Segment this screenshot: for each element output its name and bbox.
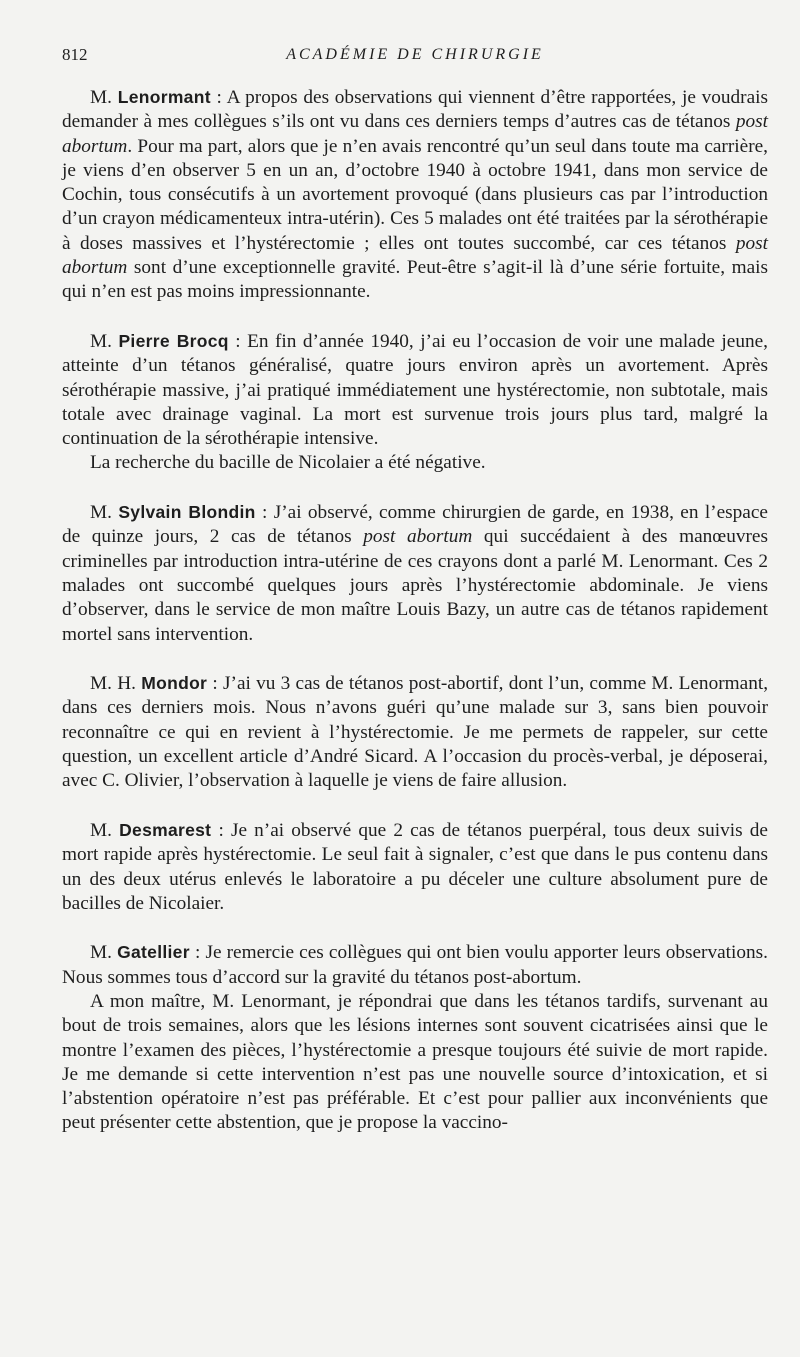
page-header (62, 45, 768, 71)
paragraph: M. Pierre Brocq : En fin d’année 1940, j’ai eu l’occasion de voir une malade jeune, atteinte d’un tétanos généralisé, quatre jours environ après un avortement. Après sérothérapie massive, j’ai pratiqué immédiatement une hystérectomie, non subtotale, mais totale avec drainage vaginal. La mort est survenue trois jours plus tard, malgré la continuation de la sérothérapie intensive. (62, 330, 768, 450)
paragraph: La recherche du bacille de Nicolaier a été négative. (90, 452, 486, 474)
speaker-name: Sylvain Blondin (118, 502, 256, 523)
paragraph: M. Gatellier : Je remercie ces collègues qui ont bien voulu apporter leurs observations. Nous sommes tous d’accord sur la gravité du tétanos post-abortum. (62, 942, 768, 988)
paragraph: M. Sylvain Blondin : J’ai observé, comme chirurgien de garde, en 1938, en l’espace de quinze jours, 2 cas de tétanos post abortum qui succédaient à des manœuvres criminelles par introduction intra-utérine de ces crayons dont a parlé M. Lenormant. Ces 2 malades ont succombé quelques jours après l’hystérectomie abdominale. Je viens d’observer, dans le service de mon maître Louis Bazy, un autre cas de tétanos rapidement mortel sans intervention. (62, 502, 768, 645)
speaker-name: Gatellier (117, 942, 190, 963)
speaker-prefix: M. (90, 942, 112, 964)
speaker-prefix: M. (90, 87, 112, 108)
paragraph: A mon maître, M. Lenormant, je répondrai que dans les tétanos tardifs, survenant au bout de trois semaines, alors que les lésions internes sont souvent cicatrisées ainsi que le montre l’examen des pièces, l’hystérectomie a presque toujours été suivie de mort rapide. Je me demande si cette intervention n’est pas une nouvelle source d’intoxication, et si l’abstention opératoire n’est pas préférable. Et c’est pour pallier aux inconvénients que peut présenter cette abstention, que je propose la vaccino- (62, 990, 768, 1134)
speaker-entry-mondor (62, 671, 768, 793)
speaker-name: Mondor (141, 673, 208, 694)
speaker-entry-lenormant (62, 85, 768, 305)
paragraph: M. Desmarest : Je n’ai observé que 2 cas de tétanos puerpéral, tous deux suivis de mort rapide après hystérectomie. Le seul fait à signaler, c’est que dans le pus contenu dans un des deux utérus enlevés le laboratoire a pu déceler une culture absolument pure de bacilles de Nicolaier. (62, 819, 768, 914)
speaker-name: Desmarest (119, 819, 212, 840)
running-title: ACADÉMIE DE CHIRURGIE (286, 46, 544, 63)
article-body (62, 85, 768, 1160)
speaker-entry-blondin (62, 500, 768, 647)
speaker-name: Pierre Brocq (118, 330, 229, 351)
speaker-prefix: M. H. (90, 673, 136, 695)
speaker-name: Lenormant (117, 87, 211, 107)
speaker-prefix: M. (90, 819, 112, 841)
speaker-entry-brocq (62, 329, 768, 476)
speaker-prefix: M. (90, 330, 112, 352)
paragraph: M. Lenormant : A propos des observations qui viennent d’être rapportées, je voudrais demander à mes collègues s’ils ont vu dans ces derniers temps d’autres cas de tétanos post abortum. Pour ma part, alors que je n’en avais rencontré qu’un seul dans toute ma carrière, je viens d’en observer 5 en un an, d’octobre 1940 à octobre 1941, dans mon service de Cochin, tous consécutifs à un avortement provoqué (dans plusieurs cas par l’introduction d’un crayon médicamenteux intra-utérin). Ces 5 malades ont été traitées par la sérothérapie à doses massives et l’hystérectomie ; elles ont toutes succombé, car ces tétanos post abortum sont d’une exceptionnelle gravité. Peut-être s’agit-il là d’une série fortuite, mais qui n’en est pas moins impressionnante. (62, 87, 769, 303)
page-number: 812 (62, 45, 88, 64)
speaker-prefix: M. (90, 502, 112, 524)
speaker-entry-gatellier (62, 940, 768, 1135)
speaker-entry-desmarest (62, 818, 768, 916)
paragraph: M. H. Mondor : J’ai vu 3 cas de tétanos post-abortif, dont l’un, comme M. Lenormant, dans ces derniers mois. Nous n’avons guéri qu’une malade sur 3, sans bien pouvoir reconnaître ce qui en revient à l’hystérectomie. Je me permets de rappeler, sur cette question, un excellent article d’André Sicard. A l’occasion du procès-verbal, je déposerai, avec C. Olivier, l’observation à laquelle je viens de faire allusion. (62, 673, 769, 792)
